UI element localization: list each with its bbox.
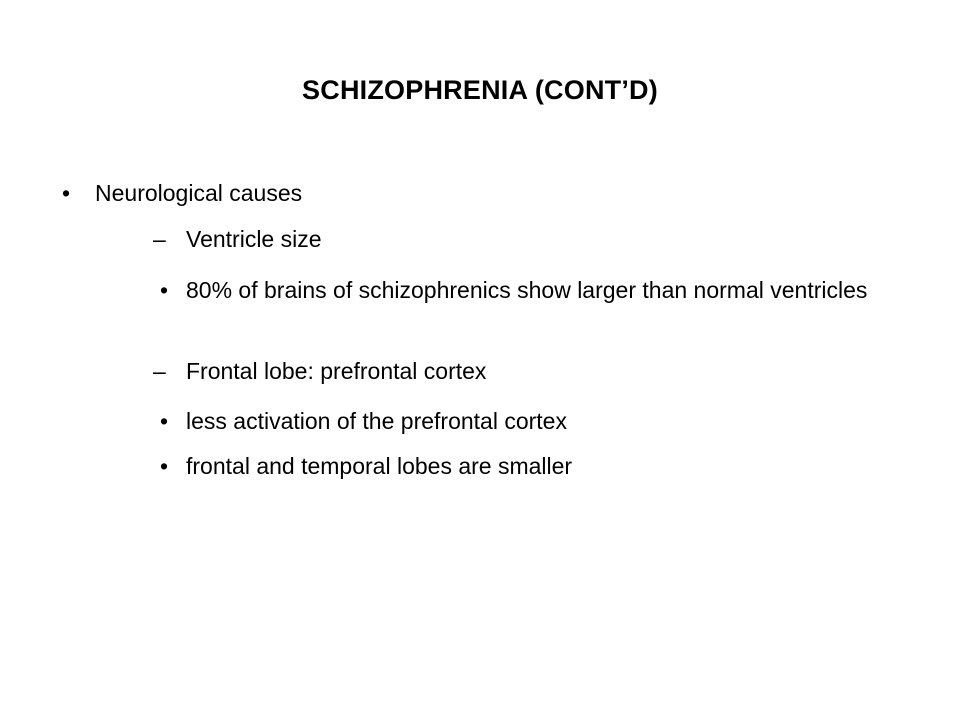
subbullet-frontal-lobe	[153, 356, 906, 387]
bullet-text: Neurological causes	[95, 180, 303, 206]
bullet-marker: •	[160, 408, 169, 434]
detail-text: frontal and temporal lobes are smaller	[186, 453, 573, 479]
bullet-marker: •	[62, 180, 71, 206]
bullet-marker: •	[160, 277, 169, 303]
detail-text: 80% of brains of schizophrenics show larger than normal ventricles	[186, 277, 868, 303]
slide-title: SCHIZOPHRENIA (CONT’D)	[302, 75, 658, 105]
subbullet-ventricle-size	[153, 224, 906, 255]
subbullet-text: Ventricle size	[186, 226, 322, 252]
bullet-neurological-causes	[62, 178, 915, 209]
detail-less-activation	[160, 406, 906, 437]
bullet-marker: •	[160, 453, 169, 479]
dash-marker: –	[153, 226, 166, 252]
detail-text: less activation of the prefrontal cortex	[186, 408, 567, 434]
detail-larger-ventricles	[160, 275, 906, 306]
subbullet-text: Frontal lobe: prefrontal cortex	[186, 358, 487, 384]
dash-marker: –	[153, 358, 166, 384]
detail-smaller-lobes	[160, 451, 906, 482]
